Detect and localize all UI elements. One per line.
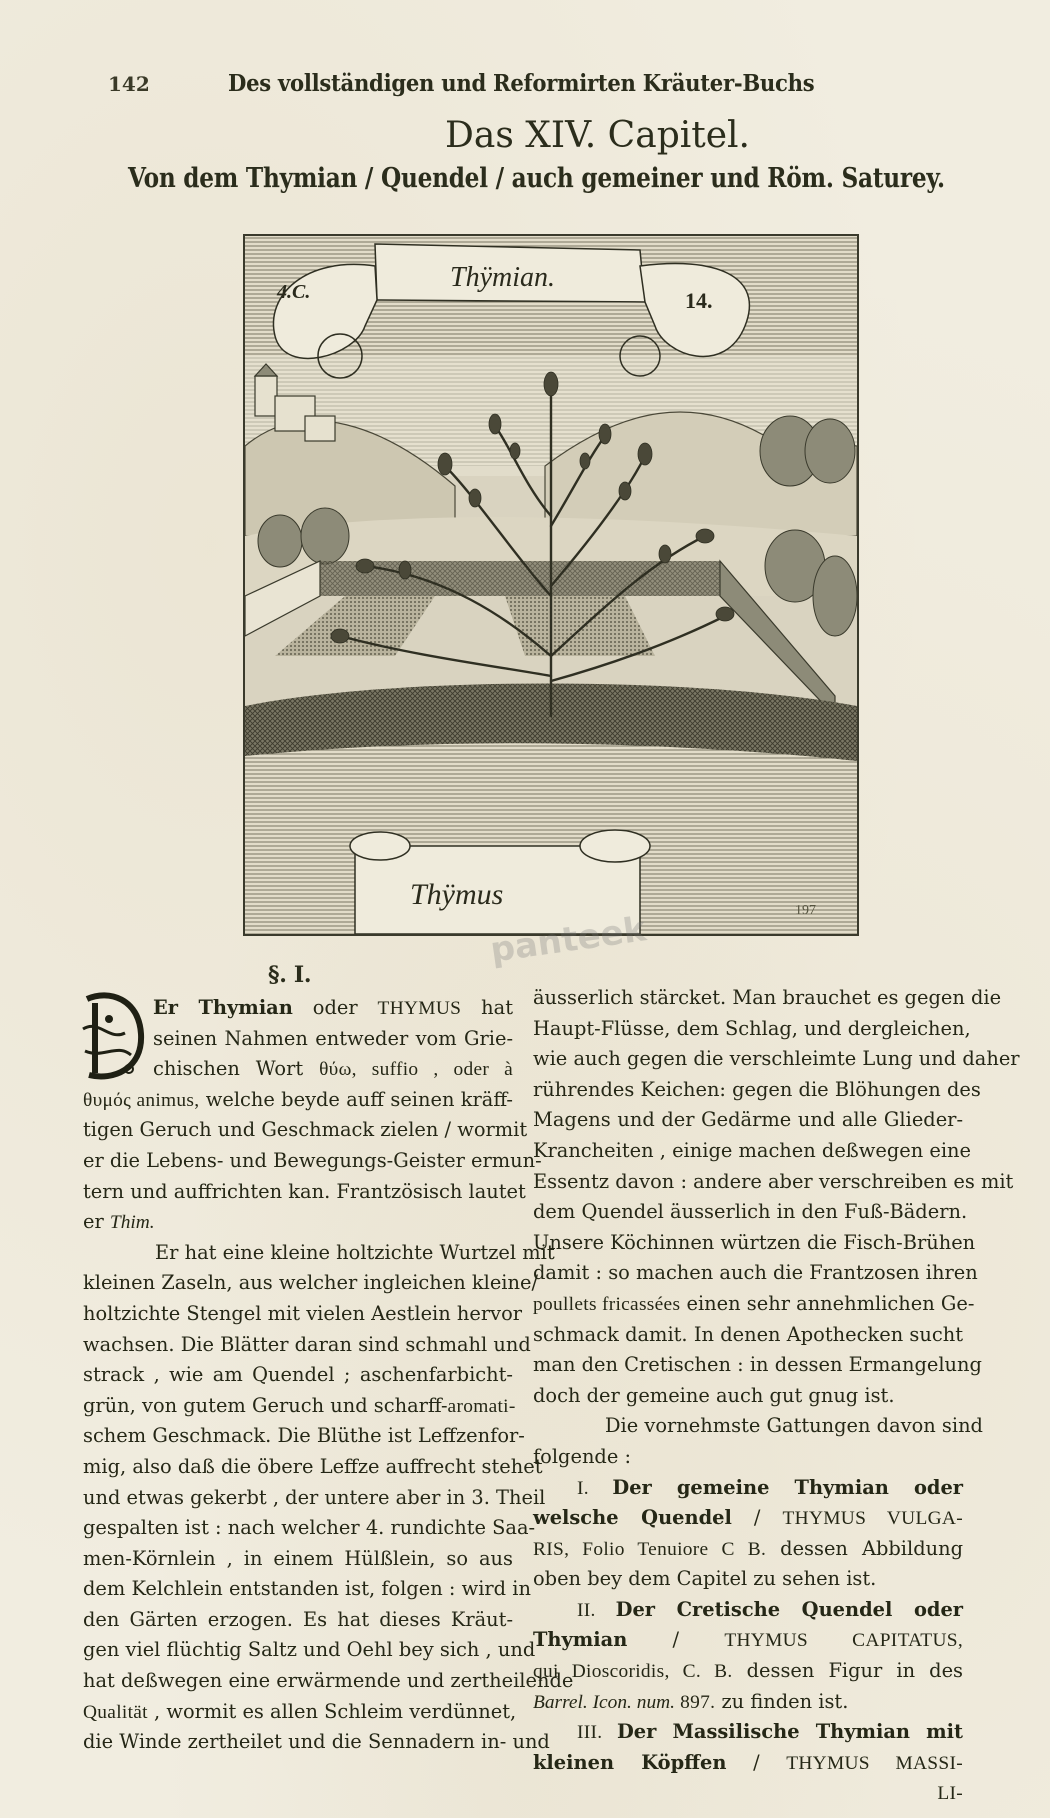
text-line [533,1534,963,1565]
text-line [533,1656,963,1687]
text-run: welsche Quendel [533,1506,732,1530]
right-column-lines [533,983,1020,1809]
text-line [83,1635,536,1666]
text-line [83,1207,513,1238]
text-run: θύω, [319,1059,357,1081]
text-line [533,1442,963,1473]
text-run: I. [577,1477,613,1499]
text-run: doch der gemeine auch gut gnug ist. [533,1383,895,1407]
text-line [83,1391,516,1422]
text-run: er die Lebens- und Bewegungs-Geister ermun- [83,1148,542,1172]
text-run: dem Quendel äusserlich in den Fuß-Bädern. [533,1200,968,1224]
text-run: Magens und der Gedärme und alle Glieder- [533,1108,963,1132]
text-run: tern und auffrichten kan. Frantzösisch lautet [83,1179,526,1203]
text-line [83,1330,531,1361]
text-line [83,1146,542,1177]
text-run: welche beyde auff seinen kräff- [199,1087,513,1111]
text-run: gen viel flüchtig Saltz und Oehl bey sich , und [83,1638,536,1662]
text-run: holtzichte Stengel mit vielen Aestlein hervor [83,1301,523,1325]
text-line [533,1136,972,1167]
text-line [533,1289,975,1320]
text-line [83,1544,513,1575]
text-run: Der Cretische Quendel oder [615,1597,963,1621]
text-line [83,1299,523,1330]
text-line [533,1473,963,1504]
text-line [83,1697,517,1728]
text-line [83,1421,525,1452]
text-line [83,1513,536,1544]
text-run: THYMUS CAPITATUS, [724,1630,963,1652]
text-run: schmack damit. In denen Apothecken sucht [533,1322,963,1346]
text-line [533,1503,963,1534]
text-run: man den Cretischen : in dessen Ermangelung [533,1353,982,1377]
text-run: rührendes Keichen: gegen die Blöhungen des [533,1077,981,1101]
svg-text:14.: 14. [685,288,713,313]
text-run: dessen Abbildung [766,1536,963,1560]
svg-text:Thÿmian.: Thÿmian. [450,262,555,293]
text-run: poullets fricassées [533,1293,681,1315]
text-line [83,1727,550,1758]
text-line [83,1177,526,1208]
text-run: schem Geschmack. Die Blüthe ist Leffzenfor- [83,1424,525,1448]
text-line [83,1483,546,1514]
chapter-title [0,115,1050,156]
text-run: aromati- [447,1395,516,1417]
text-line [533,1228,976,1259]
text-line [83,1238,555,1269]
text-run: Der Massilische Thymian mit [616,1720,963,1744]
text-run: dessen Figur in des [732,1659,964,1683]
text-line [83,1268,538,1299]
text-line [533,1595,963,1626]
text-run: wie auch gegen die verschleimte Lung und daher [533,1047,1020,1071]
text-run: wachsen. Die Blätter daran sind schmahl und [83,1332,531,1356]
text-run: Er hat eine kleine holtzichte Wurtzel mit [155,1240,555,1264]
text-run: tigen Geruch und Geschmack zielen / wormit [83,1118,528,1142]
text-run: RIS, Folio Tenuiore C B. [533,1538,767,1560]
text-run: θυμός animus, [83,1089,200,1111]
left-column-lines [83,993,574,1758]
text-run: III. [577,1722,617,1744]
text-run: suffio , oder à [356,1059,513,1081]
chapter-title-text: Das XIV. Capitel. [445,115,750,156]
text-line [83,1360,513,1391]
text-run: / [627,1628,725,1652]
text-run: zu finden ist. [715,1689,849,1713]
text-line [533,1197,968,1228]
text-line [533,1717,963,1748]
svg-text:4.C.: 4.C. [277,281,311,303]
text-run: kleinen Köpffen [533,1750,727,1774]
text-line [83,1605,513,1636]
text-run: Er Thymian [153,996,293,1019]
text-line [83,1085,513,1116]
text-line [83,1054,513,1085]
text-run: Thim. [109,1212,155,1234]
text-run: II. [577,1599,616,1621]
text-line [83,993,513,1024]
text-run: THYMUS [377,998,462,1019]
text-run: dem Kelchlein entstanden ist, folgen : wird in [83,1577,531,1601]
text-run: mig, also daß die öbere Leffze auffrecht stehet [83,1454,543,1478]
text-line [533,1075,981,1106]
text-line [533,1014,971,1045]
text-line [83,1452,543,1483]
text-run: chischen Wort [153,1057,320,1081]
text-run: qui Dioscoridis, C. B. [533,1661,733,1683]
left-text-column [83,993,574,1758]
text-run: Qualität [83,1701,148,1723]
text-run: oben bey dem Capitel zu sehen ist. [533,1567,877,1591]
text-line [83,1115,528,1146]
text-run: oder [292,996,378,1019]
running-header: Des vollständigen und Reformirten Kräuter-Buchs [228,70,815,97]
text-run: und etwas gekerbt , der untere aber in 3. Theil [83,1485,546,1509]
svg-text:197: 197 [795,903,816,918]
watermark: panteek [487,909,649,971]
section-mark: §. I. [268,962,312,988]
text-line [533,1381,963,1412]
text-run: strack , wie am Quendel ; aschenfarbicht- [83,1363,513,1387]
text-run: damit : so machen auch die Frantzosen ihren [533,1261,978,1285]
text-run: kleinen Zaseln, aus welcher ingleichen kleine/ [83,1271,538,1295]
text-run: hat [461,996,513,1019]
text-run: LI- [937,1783,963,1805]
text-line [533,1167,1014,1198]
text-run: THYMUS MASSI- [786,1752,963,1774]
text-line [533,1105,963,1136]
text-line [533,1350,982,1381]
text-run: einen sehr annehmlichen Ge- [680,1291,975,1315]
text-run: Barrel. Icon. num. [533,1691,675,1713]
text-line [533,1748,963,1779]
text-run: grün, von gutem Geruch und scharff- [83,1393,448,1417]
text-line [533,1411,983,1442]
text-run: 897. [675,1691,716,1713]
text-run: THYMUS VULGA- [782,1508,963,1530]
svg-text:Thÿmus: Thÿmus [410,878,504,911]
text-line [533,1778,963,1809]
text-line [533,1564,963,1595]
text-run: äusserlich stärcket. Man brauchet es gegen die [533,986,1002,1009]
text-run: Essentz davon : andere aber verschreiben es mit [533,1169,1014,1193]
text-run: Haupt-Flüsse, dem Schlag, und dergleichen, [533,1016,971,1040]
text-line [533,1625,963,1656]
text-line [83,1666,574,1697]
text-run: Die vornehmste Gattungen davon sind [605,1414,983,1438]
text-line [83,1574,531,1605]
page-number: 142 [108,72,150,96]
chapter-subtitle: Von dem Thymian / Quendel / auch gemeiner und Röm. Saturey. [128,163,945,194]
text-line [533,1320,963,1351]
text-line [533,1044,1020,1075]
text-run: / [731,1506,783,1530]
text-line [83,1024,513,1055]
engraving-illustration [245,236,857,934]
text-run: die Winde zertheilet und die Sennadern in- und [83,1730,550,1754]
text-run: Unsere Köchinnen würtzen die Fisch-Brühen [533,1230,976,1254]
text-run: gespalten ist : nach welcher 4. rundichte Saa- [83,1516,536,1540]
text-run: seinen Nahmen entweder vom Grie- [153,1026,513,1050]
right-text-column [533,983,1020,1809]
text-run: Krancheiten , einige machen deßwegen eine [533,1138,972,1162]
thyme-engraving [243,234,859,936]
text-line [533,1258,978,1289]
text-line [533,983,1002,1014]
text-run: men-Körnlein , in einem Hülßlein, so aus [83,1546,513,1570]
text-run: er [83,1210,110,1234]
text-run: / [726,1750,787,1774]
text-run: den Gärten erzogen. Es hat dieses Kräut- [83,1607,513,1631]
text-run: folgende : [533,1444,632,1468]
dropcap-d-ornament [79,989,145,1081]
text-run: , wormit es allen Schleim verdünnet, [147,1699,517,1723]
text-run: Thymian [533,1628,628,1652]
text-run: Der gemeine Thymian oder [612,1475,963,1499]
text-run: hat deßwegen eine erwärmende und zertheilende [83,1669,574,1693]
text-line [533,1687,963,1718]
